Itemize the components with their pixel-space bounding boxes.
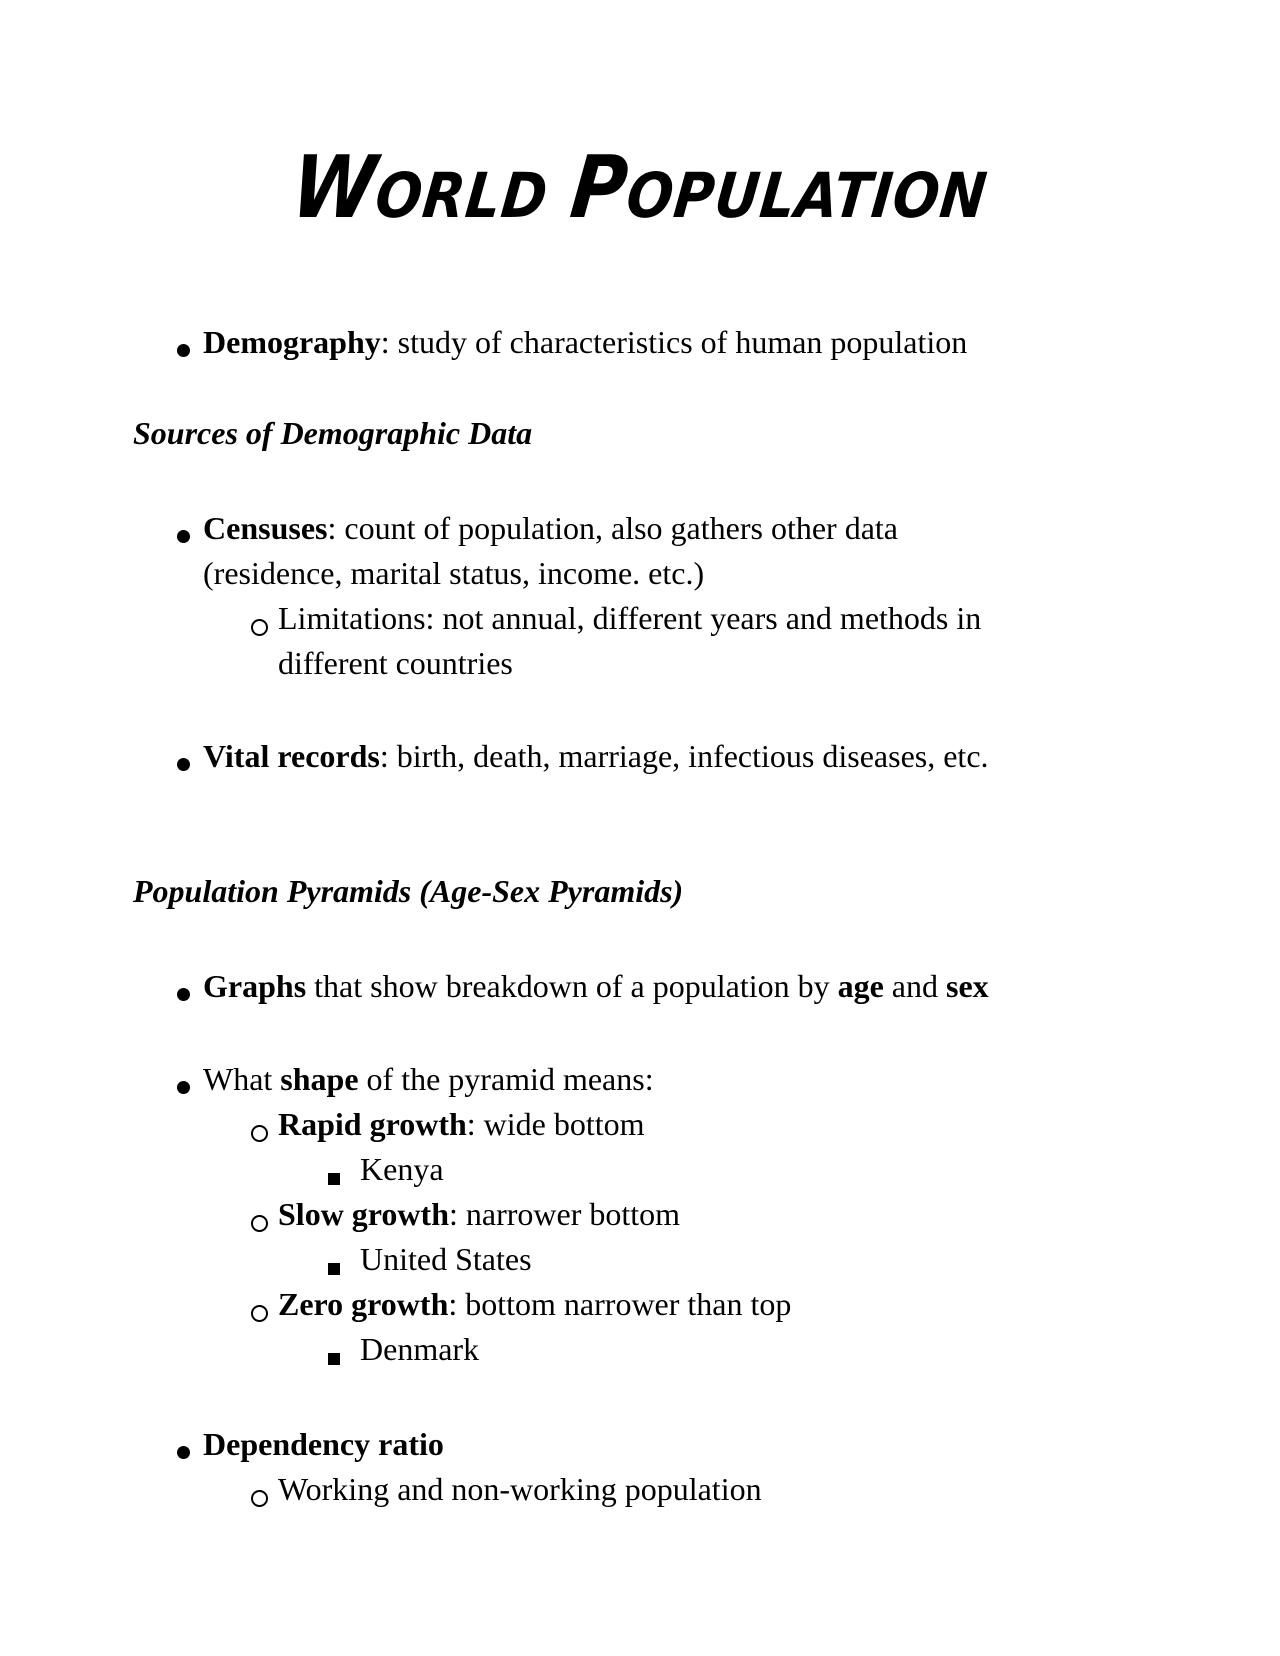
sub-item-limitations (0, 596, 1280, 686)
bullet-item-demography (0, 320, 1280, 365)
circle-bullet-icon (251, 1305, 268, 1322)
definition-zero-growth: : bottom narrower than top (448, 1286, 792, 1322)
censuses-line-2: (residence, marital status, income. etc.) (203, 555, 705, 591)
page-title (73, 138, 1208, 238)
title-word1-rest: ORLD (371, 159, 552, 232)
bullet-disc-icon (177, 988, 190, 1001)
working-population-text: Working and non-working population (278, 1471, 762, 1507)
age-bold: age (837, 968, 884, 1004)
definition-demography: : study of characteristics of human population (380, 324, 968, 360)
square-bullet-icon (328, 1353, 340, 1365)
example-united-states: United States (360, 1241, 532, 1277)
circle-bullet-icon (251, 1215, 268, 1232)
sex-bold: sex (946, 968, 989, 1004)
example-item-denmark (0, 1327, 1280, 1372)
term-zero-growth: Zero growth (278, 1286, 449, 1322)
definition-rapid-growth: : wide bottom (466, 1106, 645, 1142)
sub-item-zero-growth (0, 1282, 1280, 1327)
shape-bold: shape (280, 1061, 359, 1097)
section-heading-sources: Sources of Demographic Data (133, 415, 533, 451)
bullet-disc-icon (177, 530, 190, 543)
section-heading-pyramids: Population Pyramids (Age-Sex Pyramids) (133, 873, 684, 909)
bullet-disc-icon (177, 344, 190, 357)
graphs-and: and (883, 968, 946, 1004)
circle-bullet-icon (251, 1490, 268, 1507)
definition-vital-records: : birth, death, marriage, infectious diseases, etc. (379, 738, 989, 774)
term-dependency-ratio: Dependency ratio (203, 1426, 444, 1462)
example-denmark: Denmark (360, 1331, 480, 1367)
graphs-text: that show breakdown of a population by (306, 968, 838, 1004)
term-slow-growth: Slow growth (278, 1196, 449, 1232)
title-word2-initial: P (566, 138, 634, 238)
title-word1-initial: W (286, 138, 382, 238)
square-bullet-icon (328, 1263, 340, 1275)
example-kenya: Kenya (360, 1151, 444, 1187)
definition-slow-growth: : narrower bottom (448, 1196, 681, 1232)
shape-text-1: What (203, 1061, 281, 1097)
term-demography: Demography (203, 324, 381, 360)
example-item-united-states (0, 1237, 1280, 1282)
sub-item-working-population (0, 1467, 1280, 1512)
limitations-line-1: Limitations: not annual, different years and methods in (278, 600, 982, 636)
bullet-disc-icon (177, 758, 190, 771)
sub-item-rapid-growth (0, 1102, 1280, 1147)
example-item-kenya (0, 1147, 1280, 1192)
bullet-item-graphs (0, 964, 1280, 1009)
term-vital-records: Vital records (203, 738, 380, 774)
bullet-disc-icon (177, 1081, 190, 1094)
bullet-item-dependency-ratio (0, 1422, 1280, 1467)
shape-text-2: of the pyramid means: (358, 1061, 654, 1097)
circle-bullet-icon (251, 1125, 268, 1142)
limitations-line-2: different countries (278, 645, 513, 681)
censuses-line-1 (203, 506, 1280, 551)
bullet-disc-icon (177, 1446, 190, 1459)
title-word2-rest: OPULATION (623, 159, 991, 232)
bullet-item-vital-records (0, 734, 1280, 779)
term-rapid-growth: Rapid growth (278, 1106, 467, 1142)
definition-censuses: : count of population, also gathers other data (327, 510, 898, 546)
circle-bullet-icon (251, 619, 268, 636)
term-censuses: Censuses (203, 510, 328, 546)
square-bullet-icon (328, 1173, 340, 1185)
bullet-item-censuses (0, 506, 1280, 596)
graphs-bold: Graphs (203, 968, 307, 1004)
sub-item-slow-growth (0, 1192, 1280, 1237)
bullet-item-shape (0, 1057, 1280, 1102)
